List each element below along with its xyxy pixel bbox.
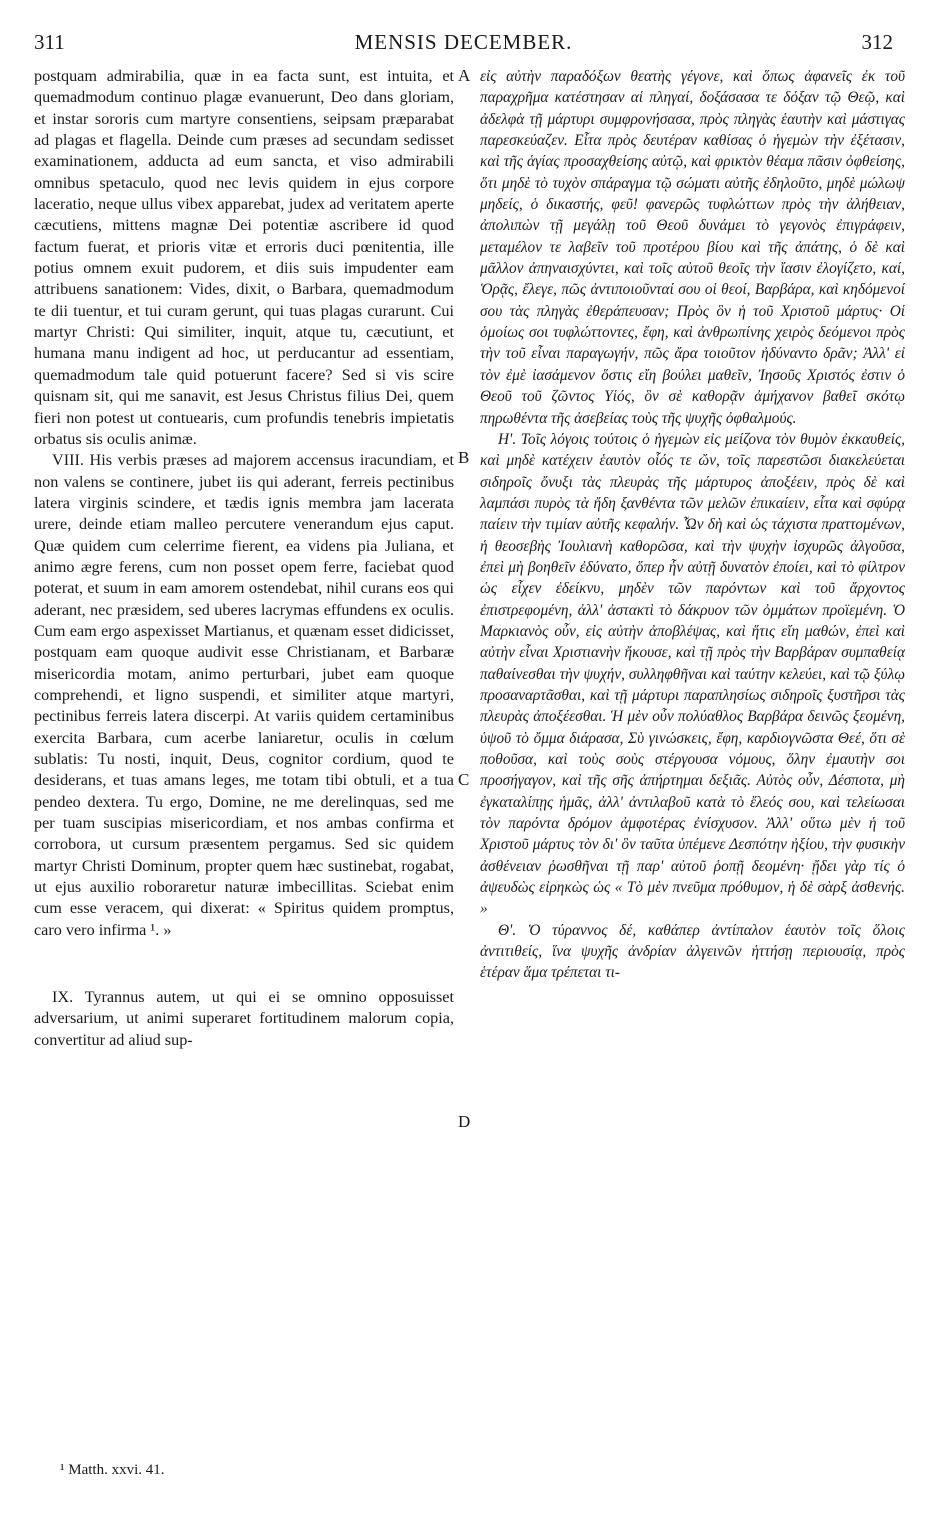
greek-paragraph: Θ'. Ὁ τύραννος δέ, καθάπερ ἀντίπαλον ἑαυτὸν τοῖς ὅλοις ἀντιτιθείς, ἵνα ψυχῆς ἀνδρίαν ἀλγεινῶν ἡττήσῃ περιουσίᾳ, πρὸς ἑτέραν ἅμα τρέπεται τι-	[480, 921, 905, 982]
latin-paragraph: IX. Tyrannus autem, ut qui ei se omnino opposuisset adversarium, ut animi superaret fortitudinem malorum copia, convertitur ad aliud sup-	[34, 988, 454, 1049]
running-title: MENSIS DECEMBER.	[354, 30, 573, 54]
margin-marker-c: C	[458, 770, 470, 789]
greek-paragraph: εἰς αὐτὴν παραδόξων θεατὴς γέγονε, καὶ ὅπως ἀφανεῖς ἐκ τοῦ παραχρῆμα κατέστησαν αἱ πληγαί, δοξάσασα τε δόξαν τῷ Θεῷ, καὶ ἀδελφὰ τῇ μάρτυρι συμφρονήσασα, πρὸς πληγὰς ἑαυτὴν καὶ μάστιγας παρεσκεύαζεν. Εἶτα πρὸς δευτέραν καθίσας ὁ ἡγεμὼν τὴν ἐξέτασιν, καὶ τῆς ἁγίας προσαχθείσης αὐτῷ, καὶ φρικτὸν θέαμα πᾶσιν ὀφθείσης, ὅτι μηδὲ τὸ τυχὸν σπάραγμα τῷ σώματι αὐτῆς ἐδηλοῦτο, μηδὲ μώλωψ μηδείς, ὁ δικαστής, φεῦ! φανερῶς τυφλώττων πρὸς τὴν ἀλήθειαν, ἀπολιπὼν τῇ μεγάλῃ τοῦ Θεοῦ δυνάμει τὸ γεγονὸς ἐπιγράφειν, μεταμέλον τε λαβεῖν τοῦ προτέρου βίου καὶ τῆς ἀπάτης, ὁ δὲ καὶ μᾶλλον ἀπηναισχύντει, καὶ τοῖς αὐτοῦ θεοῖς τὴν ἴασιν ἐλογίζετο, καί, Ὁρᾷς, ἔλεγε, πῶς ἀντιποιοῦνταί σου οἱ θεοί, Βαρβάρα, καὶ κηδόμενοί σου τὰς πληγὰς ἐθεράπευσαν; Πρὸς ὃν ἡ τοῦ Χριστοῦ μάρτυς· Οἱ ὁμοίως σοι τυφλώττοντες, ἔφη, καὶ ἀνθρωπίνης χειρὸς δεόμενοι πρὸς τὴν τοῦ εἶναι παραγωγήν, πῶς ἄρα τοιοῦτον ἠδύναντο δρᾶν; Ἀλλ' εἰ τὸν ἐμὲ ἰασάμενον ὅστις εἴη βούλει μαθεῖν, Ἰησοῦς Χριστός ἐστιν ὁ Θεοῦ τοῦ ζῶντος Υἱός, ὃν σὲ καθορᾷν ἀμήχανον βαθεῖ σκότῳ πηρωθέντα τῆς ἀσεβείας τοὺς τῆς ψυχῆς ὀφθαλμούς.	[480, 68, 905, 427]
page-header	[30, 30, 897, 60]
margin-marker-b: B	[458, 448, 470, 467]
greek-paragraph: Η'. Τοῖς λόγοις τούτοις ὁ ἡγεμὼν εἰς μείζονα τὸν θυμὸν ἐκκαυθείς, καὶ μηδὲ κατέχειν ἑαυτὸν οἷός τε ὤν, τοῖς παρεστῶσι διακελεύεται σιδηροῖς ὄνυξι τὰς πλευρὰς τῆς μάρτυρος ἀποξέειν, πρὸς δὲ καὶ λαμπάσι πυρὸς τὰ ἤδη ξανθέντα τῶν μελῶν ἐπικαίειν, εἶτα καὶ σφύρᾳ παίειν τὴν τιμίαν αὐτῆς κεφαλήν. Ὧν δὴ καὶ ὡς τάχιστα πραττομένων, ἡ θεοσεβὴς Ἰουλιανὴ καθορῶσα, καὶ τὴν ψυχὴν ἰσχυρῶς ἀλγοῦσα, ἐπεὶ μὴ βοηθεῖν ἐδύνατο, ὅπερ ἦν αὐτῇ δυνατὸν ἐποίει, καὶ τὸ φίλτρον ὡς εἶχεν ἐδείκνυ, μηδὲν τῶν παρόντων καὶ τοῦ ἄρχοντος ἐπιστρεφομένη, ἀλλ' ἀστακτὶ τὸ δάκρυον τῶν ὀμμάτων προϊεμένη. Ὁ Μαρκιανὸς οὖν, εἰς αὐτὴν ἀποβλέψας, καὶ ἥτις εἴη μαθών, ἐπεὶ καὶ αὐτὴν εἶναι Χριστιανὴν ἤκουσε, καὶ τῇ πρὸς τὴν Βαρβάραν συμπαθείᾳ παθαίνεσθαι τὴν ψυχήν, συλληφθῆναι καὶ ταύτην κελεύει, καὶ τῷ ξύλῳ προσαναρτᾶσθαι, καὶ τῇ μάρτυρι παραπλησίως σιδηροῖς ξυστῆρσι τὰς πλευρὰς ἀποξέεσθαι. Ἡ μὲν οὖν πολύαθλος Βαρβάρα δεινῶς ξεομένη, ὑψοῦ τὸ ὄμμα διάρασα, Σὺ γινώσκεις, ἔφη, καρδιογνῶστα Θεέ, ὅτι σὲ ποθοῦσα, καὶ τοὺς σοὺς στέργουσα νόμους, ὅλην ἐμαυτὴν σοι προσήγαγον, καὶ τῆς σῆς ἀπήρτημαι δεξιᾶς. Αὐτὸς οὖν, Δέσποτα, μὴ ἐγκαταλίπῃς ἡμᾶς, ἀλλ' ἀντιλαβοῦ κατὰ τὸ ἔλεός σου, καὶ τελείωσαι τὸν παρόντα δρόμον ἀμφοτέρας ἐνίσχυσον. Ἀλλ' οὕτω μὲν ἡ τοῦ Χριστοῦ μάρτυς τὸν δι' ὃν ταῦτα ὑπέμενε Δεσπότην ἠξίου, τὴν φυσικὴν ἀσθένειαν ῥωσθῆναι τῇ παρ' αὐτοῦ ῥοπῇ δεομένη· ᾔδει γὰρ τίς ὁ ἀψευδὼς εἰρηκὼς ὡς « Τὸ μὲν πνεῦμα πρόθυμον, ἡ δὲ σὰρξ ἀσθενής. »	[480, 430, 905, 918]
page-number-left: 311	[34, 30, 65, 54]
latin-paragraph: VIII. His verbis præses ad majorem accensus iracundiam, et non valens se continere, jubet iis qui aderant, ferreis pectinibus latera virginis scindere, et tædis ignis membra jam lacerata urere, deinde etiam malleo percutere venerandum ejus caput. Quæ quidem cum celerrime fierent, ea videns pia Juliana, et animo ægre ferens, cum non posset opem ferre, faciebat quod poterat, et suum in eam amorem ostendebat, nihil curans eos qui aderant, nec præsidem, sed uberes lacrymas effundens ex oculis. Cum eam ergo aspexisset Martianus, et quænam esset didicisset, postquam eam quoque audivit esse Christianam, et Barbaræ misericordia motam, animo perturbari, jubet eam quoque comprehendi, et ligno suspendi, et similiter atque martyri, pectinibus ferreis latera discerpi. At variis quidem certaminibus exercita Barbara, cum acerbe laniaretur, oculis in cœlum sublatis: Tu nosti, inquit, Deus, cognitor cordium, quod te desiderans, et tuas amans leges, me totam tibi obtuli, et a tua pendeo dextera. Tu ergo, Domine, ne me derelinquas, sed me per tuam suscipias misericordiam, et nos ambas confirma et corrobora, ut cursum præsentem pergamus. Sed sic quidem martyr Christi Dominum, propter quem hæc sustinebat, rogabat, ut ejus auxilio roboraretur naturæ imbecillitas. Sciebat enim cum esse veracem, qui dixerat: « Spiritus quidem promptus, caro vero infirma ¹. »	[34, 451, 454, 939]
page-number-right: 312	[861, 30, 893, 54]
latin-paragraph: postquam admirabilia, quæ in ea facta sunt, est intuita, et quemadmodum continuo plagæ evanuerunt, Deo dans gloriam, et instar sororis cum martyre consentiens, seipsam præparabat ad plagas et flagella. Deinde cum præses ad secundam sedisset examinationem, adducta ad eum sancta, et viso admirabili omnibus spetaculo, quod nec levis quidem in ejus corpore laceratio, neque ullus vibex apparebat, judex ad veritatem aperte cæcutiens, mittens magnæ Dei potentiæ ascribere id quod factum fuerat, et prioris vitæ et erroris duci pœnitentia, ille potius omnem exuit pudorem, et diis suis impudenter eam attribuens sanationem: Vides, dixit, o Barbara, quemadmodum te dii tuentur, et tui curam gerunt, qui tuas plagas curarunt. Cui martyr Christi: Qui similiter, inquit, atque tu, cæcutiunt, et humana manu indigent ad hoc, ut perducantur ad essentiam, quemadmodum tale quid potuerunt facere? Sed si vis scire quisnam sit, qui me sanavit, est Jesus Christus filius Dei, quem fieri non potest ut contuearis, cum profundis tenebris impietatis orbatus sis oculis animæ.	[34, 67, 454, 448]
margin-marker-a: A	[458, 66, 471, 85]
greek-column	[480, 66, 905, 984]
footnote: ¹ Matth. xxvi. 41.	[60, 1462, 165, 1478]
latin-column	[34, 66, 454, 1051]
margin-marker-d: D	[458, 1112, 471, 1131]
